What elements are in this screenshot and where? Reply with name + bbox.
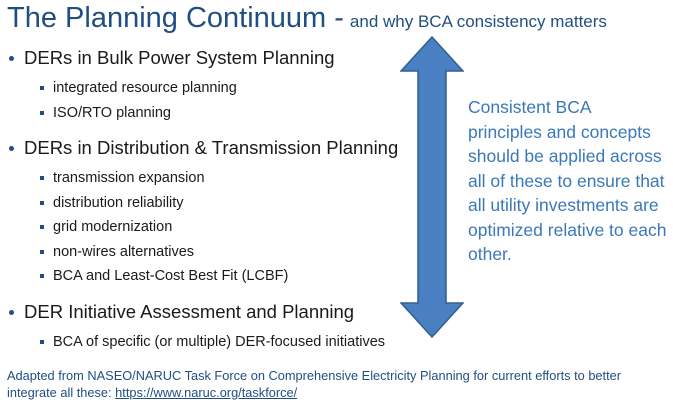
list-item: BCA and Least-Cost Best Fit (LCBF) — [40, 264, 398, 289]
circle-bullet-icon — [9, 56, 14, 61]
section-distribution-transmission — [7, 136, 398, 289]
title-subtitle: and why BCA consistency matters — [349, 12, 607, 31]
sub-list — [40, 166, 398, 289]
section-bulk-power — [7, 46, 335, 125]
list-item: non-wires alternatives — [40, 240, 398, 265]
list-item: BCA of specific (or multiple) DER-focused initiatives — [40, 330, 385, 355]
square-bullet-icon — [40, 86, 44, 90]
list-item: ISO/RTO planning — [40, 101, 335, 126]
circle-bullet-icon — [9, 310, 14, 315]
square-bullet-icon — [40, 201, 44, 205]
list-item: grid modernization — [40, 215, 398, 240]
footer-citation — [7, 368, 667, 401]
page-title — [7, 2, 607, 35]
consistency-note: Consistent BCA principles and concepts should be applied across all of these to ensure that all utility investments are optimized relative to each other. — [468, 97, 667, 264]
circle-bullet-icon — [9, 146, 14, 151]
square-bullet-icon — [40, 111, 44, 115]
square-bullet-icon — [40, 250, 44, 254]
title-main: The Planning Continuum - — [7, 2, 344, 34]
sub-list — [40, 330, 385, 355]
footer-text: Adapted from NASEO/NARUC Task Force on Comprehensive Electricity Planning for current efforts to better integrate all these: — [7, 368, 622, 400]
square-bullet-icon — [40, 176, 44, 180]
square-bullet-icon — [40, 340, 44, 344]
section-heading: DERs in Bulk Power System Planning — [24, 47, 335, 68]
list-item: transmission expansion — [40, 166, 398, 191]
double-headed-vertical-arrow-icon — [400, 36, 464, 338]
section-heading: DER Initiative Assessment and Planning — [24, 301, 355, 322]
section-der-initiative — [7, 300, 385, 355]
section-heading: DERs in Distribution & Transmission Planning — [24, 137, 399, 158]
taskforce-link[interactable]: https://www.naruc.org/taskforce/ — [115, 384, 298, 400]
list-item: integrated resource planning — [40, 76, 335, 101]
list-item: distribution reliability — [40, 191, 398, 216]
square-bullet-icon — [40, 225, 44, 229]
square-bullet-icon — [40, 274, 44, 278]
sub-list — [40, 76, 335, 125]
